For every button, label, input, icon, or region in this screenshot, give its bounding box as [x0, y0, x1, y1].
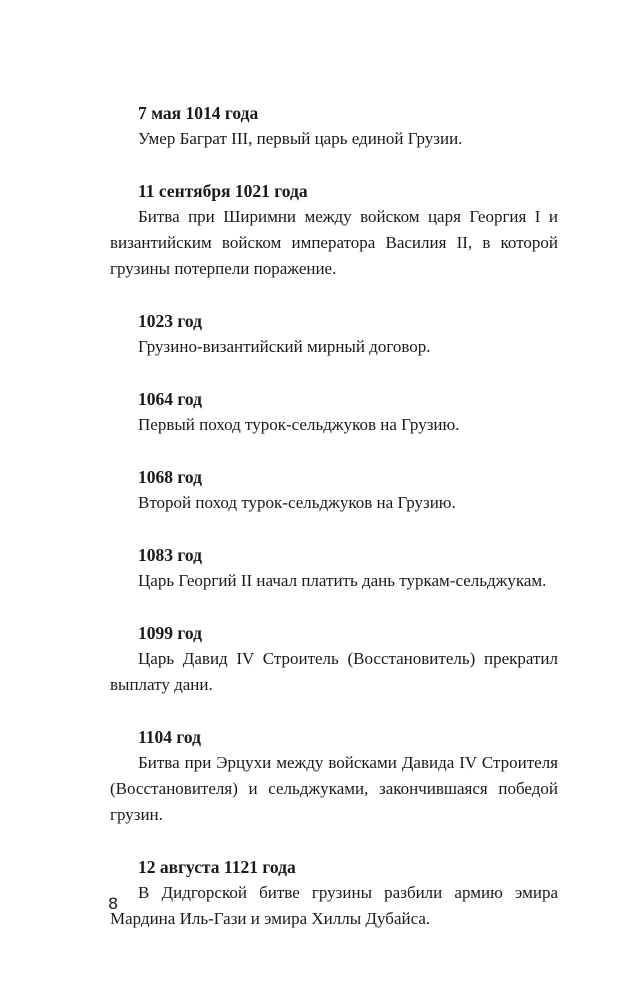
chronology-entry — [110, 100, 558, 152]
entry-date: 7 мая 1014 года — [138, 103, 259, 123]
entry-date: 1099 год — [138, 623, 202, 643]
entry-date: 1083 год — [138, 545, 202, 565]
entry-date: 1104 год — [138, 727, 202, 747]
entry-text: Битва при Эрцухи между войсками Давида IV Строителя (Восстановителя) и сельджуками, закончившаяся победой грузин. — [110, 753, 558, 824]
chronology-entry — [110, 464, 558, 516]
entry-text: Царь Давид IV Строитель (Восстановитель) прекратил выплату дани. — [110, 649, 558, 694]
chronology-entry — [110, 178, 558, 282]
entry-text: Умер Баграт III, первый царь единой Грузии. — [138, 129, 463, 148]
entry-date: 12 августа 1121 года — [138, 857, 296, 877]
chronology-entry — [110, 724, 558, 828]
entry-date: 1064 год — [138, 389, 202, 409]
entry-text: В Дидгорской битве грузины разбили армию эмира Мардина Иль-Гази и эмира Хиллы Дубайса. — [110, 883, 558, 928]
chronology-page — [110, 100, 558, 958]
entry-date: 1023 год — [138, 311, 202, 331]
entry-text: Второй поход турок-сельджуков на Грузию. — [138, 493, 456, 512]
chronology-entry — [110, 542, 558, 594]
chronology-entry — [110, 620, 558, 698]
chronology-entry — [110, 854, 558, 932]
entry-text: Царь Георгий II начал платить дань туркам-сельджукам. — [138, 571, 547, 590]
page-number: 8 — [108, 894, 119, 913]
entry-text: Грузино-византийский мирный договор. — [138, 337, 431, 356]
entry-date: 11 сентября 1021 года — [138, 181, 308, 201]
entry-date: 1068 год — [138, 467, 202, 487]
chronology-entry — [110, 386, 558, 438]
entry-text: Битва при Ширимни между войском царя Георгия I и византийским войском императора Василия II, в которой грузины потерпели поражение. — [110, 207, 558, 278]
entry-text: Первый поход турок-сельджуков на Грузию. — [138, 415, 460, 434]
chronology-entry — [110, 308, 558, 360]
